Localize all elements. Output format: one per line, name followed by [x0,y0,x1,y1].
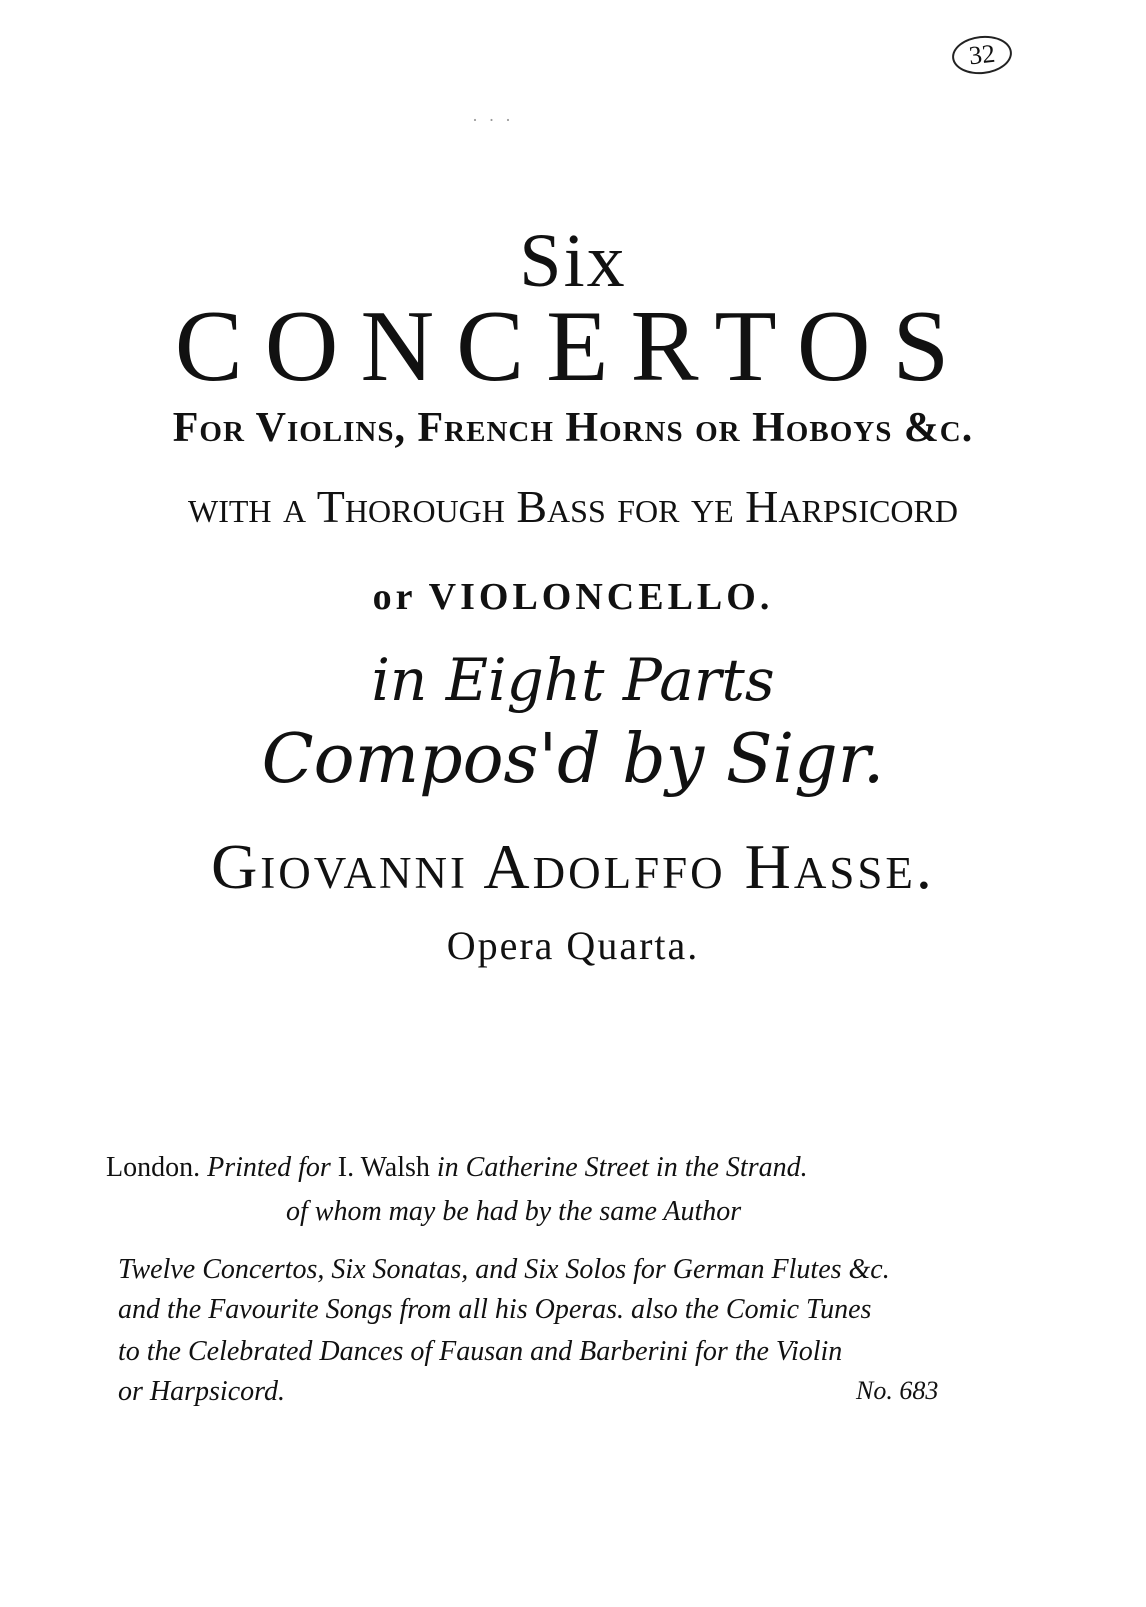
composed-by-line: Compos'd by Sigr. [261,720,885,799]
plate-number: No. 683 [856,1376,939,1405]
imprint-city: London. [106,1152,201,1183]
imprint-printed-for: Printed for [207,1152,331,1183]
imprint-line-2: of whom may be had by the same Author [286,1196,742,1227]
title-six: Six [519,219,627,303]
library-stamp: · · · [472,110,514,130]
opus-line: Opera Quarta. [446,923,700,968]
shelfmark-stamp: 32 [950,33,1014,77]
imprint-address: in Catherine Street in the Strand. [436,1152,808,1183]
thorough-bass-line: with a Thorough Bass for ye Harpsicord [187,481,958,532]
imprint-printer: I. Walsh [337,1152,430,1183]
imprint-line-3: Twelve Concertos, Six Sonatas, and Six Solos for German Flutes &c. [118,1254,890,1285]
instrumentation-line: For Violins, French Horns or Hoboys &c. [172,405,974,451]
eight-parts-line: in Eight Parts [371,646,775,714]
imprint-line-1 [106,1152,1006,1184]
imprint-line-5: to the Celebrated Dances of Fausan and Barberini for the Violin [118,1336,843,1367]
violoncello-line: or VIOLONCELLO. [372,576,774,618]
imprint-line-6: or Harpsicord. [118,1376,285,1407]
composer-name: Giovanni Adolffo Hasse. [211,831,935,902]
imprint-line-4: and the Favourite Songs from all his Operas. also the Comic Tunes [118,1294,872,1325]
title-concertos: CONCERTOS [174,290,972,403]
